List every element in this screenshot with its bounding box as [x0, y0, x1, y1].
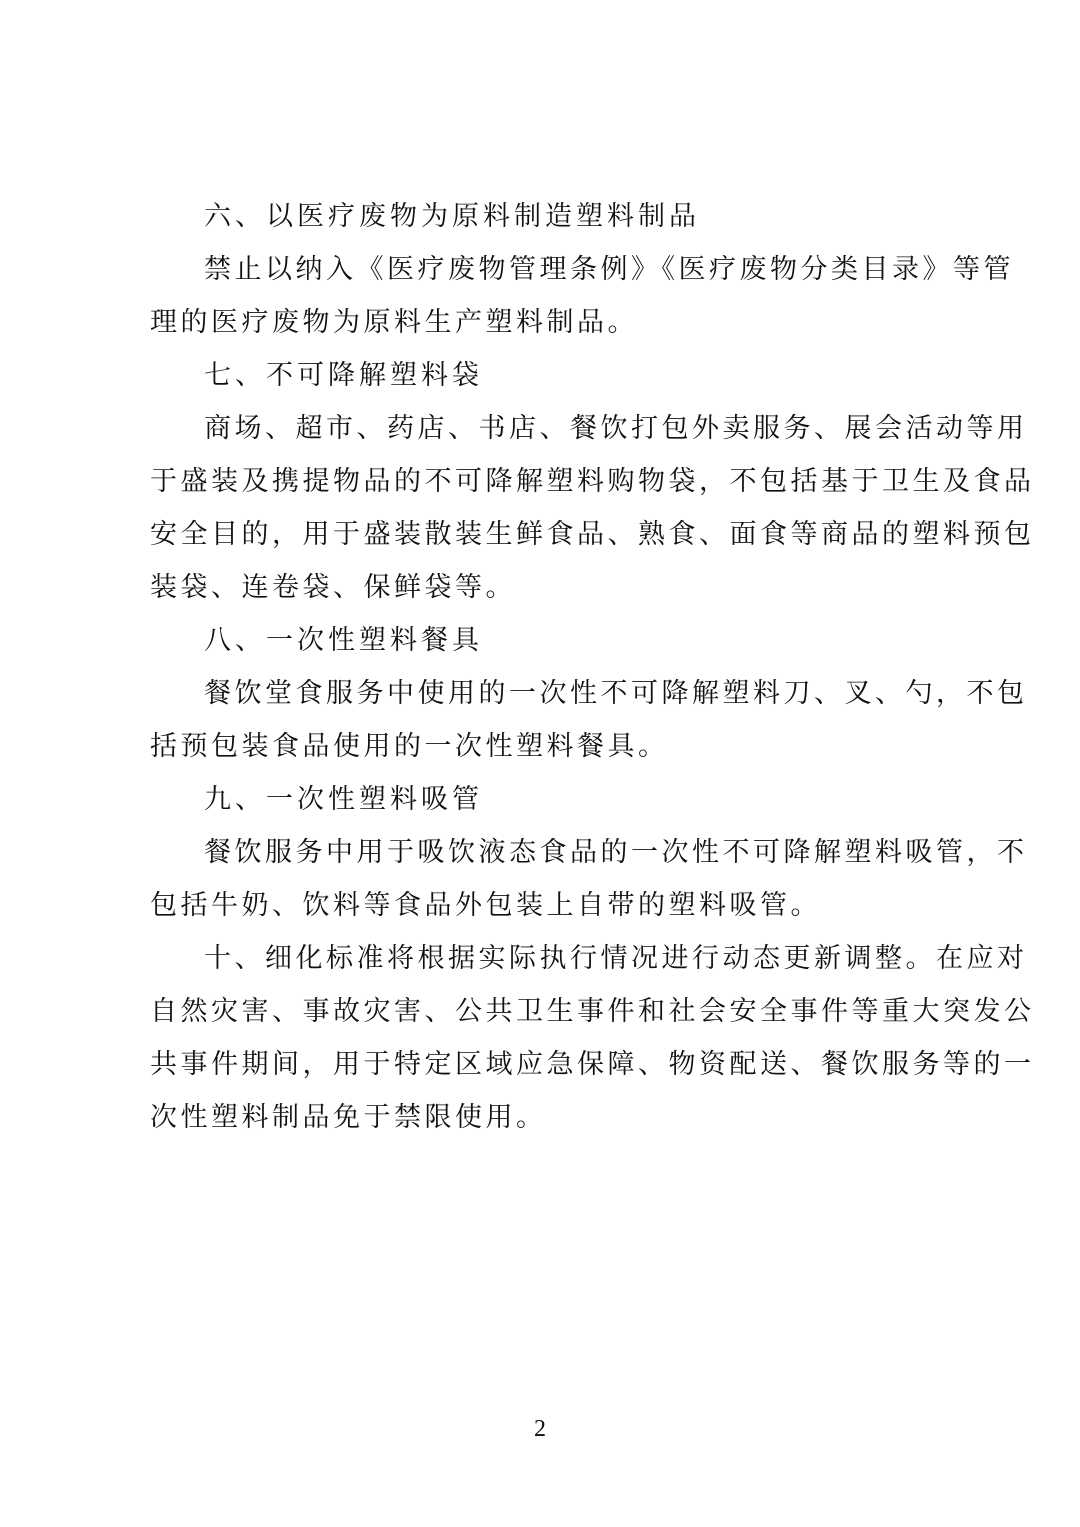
paragraph-line: 禁止以纳入《医疗废物管理条例》《医疗废物分类目录》等管	[204, 254, 1014, 285]
paragraph-line: 于盛装及携提物品的不可降解塑料购物袋，不包括基于卫生及食品	[150, 466, 1035, 497]
paragraph-line: 括预包装食品使用的一次性塑料餐具。	[150, 731, 669, 762]
paragraph-line: 装袋、连卷袋、保鲜袋等。	[150, 572, 516, 603]
paragraph-line: 共事件期间，用于特定区域应急保障、物资配送、餐饮服务等的一	[150, 1049, 1035, 1080]
body-text	[150, 190, 1035, 1144]
paragraph-line: 商场、超市、药店、书店、餐饮打包外卖服务、展会活动等用	[204, 413, 1028, 444]
paragraph-line: 次性塑料制品免于禁限使用。	[150, 1102, 547, 1133]
paragraph-line: 自然灾害、事故灾害、公共卫生事件和社会安全事件等重大突发公	[150, 996, 1035, 1027]
section-heading-7: 七、不可降解塑料袋	[204, 360, 483, 391]
paragraph-line: 餐饮堂食服务中使用的一次性不可降解塑料刀、叉、勺，不包	[204, 678, 1028, 709]
paragraph-line: 包括牛奶、饮料等食品外包装上自带的塑料吸管。	[150, 890, 821, 921]
section-heading-6: 六、以医疗废物为原料制造塑料制品	[204, 201, 700, 232]
page-number: 2	[534, 1416, 546, 1442]
paragraph-line: 十、细化标准将根据实际执行情况进行动态更新调整。在应对	[204, 943, 1028, 974]
paragraph-line: 安全目的，用于盛装散装生鲜食品、熟食、面食等商品的塑料预包	[150, 519, 1035, 550]
section-heading-8: 八、一次性塑料餐具	[204, 625, 483, 656]
paragraph-line: 餐饮服务中用于吸饮液态食品的一次性不可降解塑料吸管，不	[204, 837, 1028, 868]
paragraph-line: 理的医疗废物为原料生产塑料制品。	[150, 307, 638, 338]
section-heading-9: 九、一次性塑料吸管	[204, 784, 483, 815]
